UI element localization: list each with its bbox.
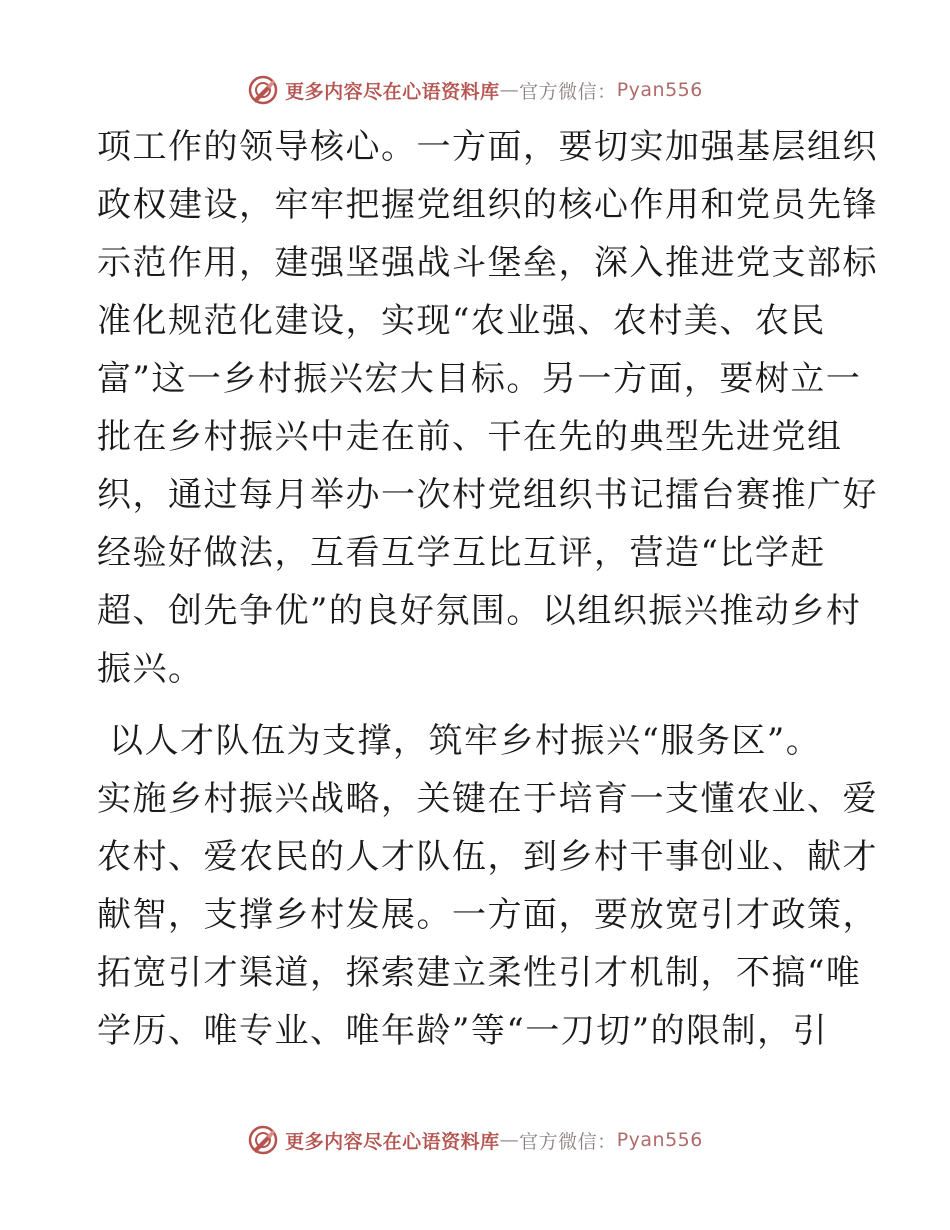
watermark-wechat-label: 官方微信： xyxy=(519,80,617,103)
watermark-separator: — xyxy=(499,1129,520,1151)
watermark-separator: — xyxy=(499,79,520,101)
paragraph-line: 献智，支撑乡村发展。一方面，要放宽引才政策， xyxy=(97,895,878,935)
logo-icon xyxy=(247,1124,279,1156)
document-body xyxy=(97,118,878,1060)
section-heading: 以人才队伍为支撑，筑牢乡村振兴“服务区”。 xyxy=(109,721,822,761)
paragraph-line: 政权建设，牢牢把握党组织的核心作用和党员先锋 xyxy=(97,185,878,225)
watermark-wechat-id: Pyan556 xyxy=(616,79,703,101)
watermark-brand: 更多内容尽在心语资料库 xyxy=(285,1130,500,1153)
header-watermark xyxy=(0,70,950,110)
paragraph-line: 经验好做法，互看互学互比互评，营造“比学赶 xyxy=(97,533,826,573)
paragraph-talent xyxy=(97,712,878,1060)
paragraph-line: 拓宽引才渠道，探索建立柔性引才机制，不搞“唯 xyxy=(97,953,862,993)
paragraph-line: 富”这一乡村振兴宏大目标。另一方面，要树立一 xyxy=(97,359,862,399)
paragraph-line: 示范作用，建强坚强战斗堡垒，深入推进党支部标 xyxy=(97,243,878,283)
watermark-brand: 更多内容尽在心语资料库 xyxy=(285,80,500,103)
logo-icon xyxy=(247,74,279,106)
watermark-wechat-label: 官方微信： xyxy=(519,1130,617,1153)
watermark-wechat-id: Pyan556 xyxy=(616,1129,703,1151)
paragraph-organization xyxy=(97,118,878,698)
paragraph-line: 学历、唯专业、唯年龄”等“一刀切”的限制，引 xyxy=(97,1011,829,1051)
paragraph-line: 项工作的领导核心。一方面，要切实加强基层组织 xyxy=(97,127,878,167)
paragraph-line: 批在乡村振兴中走在前、干在先的典型先进党组 xyxy=(97,417,843,457)
paragraph-line: 织，通过每月举办一次村党组织书记擂台赛推广好 xyxy=(97,475,878,515)
paragraph-line: 农村、爱农民的人才队伍，到乡村干事创业、献才 xyxy=(97,837,878,877)
paragraph-line: 准化规范化建设，实现“农业强、农村美、农民 xyxy=(97,301,826,341)
footer-watermark xyxy=(0,1120,950,1160)
paragraph-line: 实施乡村振兴战略，关键在于培育一支懂农业、爱 xyxy=(97,779,878,819)
paragraph-line: 振兴。 xyxy=(97,649,204,689)
paragraph-line: 超、创先争优”的良好氛围。以组织振兴推动乡村 xyxy=(97,591,862,631)
